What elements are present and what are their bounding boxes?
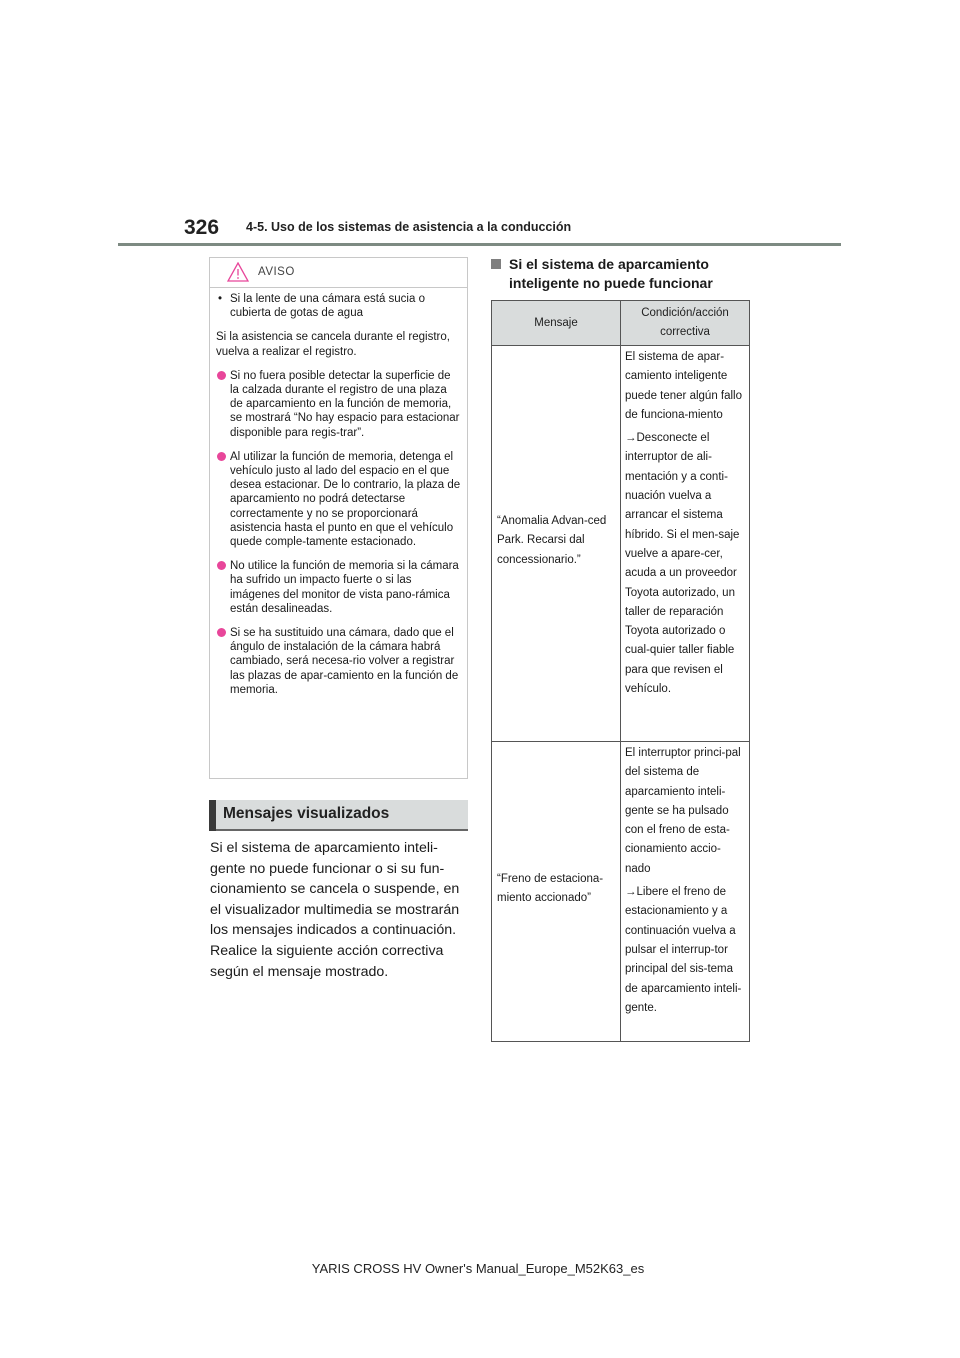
section-header: 4-5. Uso de los sistemas de asistencia a la conducción [246, 220, 572, 234]
footer [0, 1261, 960, 1276]
warning-bullet-text: Si no fuera posible detectar la superficie de la calzada durante el registro de una plaza de aparcamiento en la función de memoria, se mostrará “No hay espacio para estacionar disponible para regis-trar”. [230, 369, 460, 439]
condition-text: El sistema de apar-camiento inteligente puede tener algún fallo de funciona-miento [625, 351, 743, 421]
table-cell-message: “Anomalia Advan-ced Park. Recarsi dal concessionario.” [497, 515, 607, 566]
page-number: 326 [184, 216, 220, 239]
right-subheading [491, 255, 761, 292]
table-header-condition: Condición/acción correctiva [641, 307, 729, 338]
table-cell-condition [625, 744, 746, 1022]
warning-bullet [216, 369, 461, 440]
warning-dash-item [216, 292, 461, 320]
warning-bullet [216, 450, 461, 549]
warning-title: AVISO [258, 266, 295, 278]
warning-dash-text: Si la lente de una cámara está sucia o cubierta de gotas de agua [230, 293, 425, 320]
warning-triangle-icon [227, 262, 249, 282]
bullet-dot-icon [217, 371, 226, 380]
warning-body [216, 292, 461, 707]
action-text: →Libere el freno de estacionamiento y a continuación vuelva a pulsar el interrup-tor principal del sis-tema de aparcamiento inteli-gente. [625, 886, 742, 1014]
bullet-dot-icon [217, 452, 226, 461]
right-subheading-text: Si el sistema de aparcamiento inteligente no puede funcionar [509, 256, 713, 291]
warning-bullet-text: Si se ha sustituido una cámara, dado que el ángulo de instalación de la cámara habrá cambiado, será necesa-rio volver a registrar las plazas de apar-camiento en la función de memoria. [230, 627, 459, 696]
warning-bullet-text: No utilice la función de memoria si la cámara ha sufrido un impacto fuerte o si las imágenes del monitor de vista pano-rámica están desalineadas. [230, 560, 459, 615]
column-divider [620, 301, 621, 1041]
condition-text: El interruptor princi-pal del sistema de aparcamiento inteli-gente se ha pulsado con el freno de esta-cionamiento accio-nado [625, 747, 741, 875]
bullet-dot-icon [217, 561, 226, 570]
dash-marker: • [218, 293, 223, 305]
table-header-message: Mensaje [534, 317, 578, 329]
square-bullet-icon [491, 259, 501, 269]
table-cell-message: “Freno de estaciona-miento accionado” [497, 873, 604, 905]
warning-bullet-text: Al utilizar la función de memoria, detenga el vehículo justo al lado del espacio en el que desea estacionar. De lo contrario, la plaza de aparcamiento no podrá detectarse correctamente y no se proporcionará asistencia hasta el punto en que el vehículo quede comple-tamente estacionado. [230, 450, 461, 549]
warning-box [209, 257, 468, 779]
bullet-dot-icon [217, 628, 226, 637]
heading-bar [209, 800, 216, 831]
footer-text: YARIS CROSS HV Owner's Manual_Europe_M52K63_es [311, 1261, 645, 1276]
messages-table [491, 300, 750, 1042]
action-text: →Desconecte el interruptor de ali-mentación y a conti-nuación vuelva a arrancar el sistema híbrido. Si el men-saje vuelve a apare-cer, acuda a un proveedor Toyota autorizado, un taller de reparación Toyota autorizado o cual-quier taller fiable para que revisen el vehículo. [625, 432, 740, 696]
warning-paragraph: Si la asistencia se cancela durante el registro, vuelva a realizar el registro. [216, 331, 450, 358]
header-rule [118, 243, 841, 246]
warning-bullet [216, 559, 461, 616]
table-cell-condition [625, 348, 746, 703]
row-divider [492, 741, 749, 742]
warning-header [210, 258, 467, 288]
messages-heading-title: Mensajes visualizados [223, 805, 390, 822]
warning-bullet [216, 626, 461, 697]
messages-heading [209, 800, 468, 831]
messages-paragraph: Si el sistema de aparcamiento inteli-gente no puede funcionar o si su fun-cionamiento se cancela o suspende, en el visualizador multimedia se mostrarán los mensajes indicados a continuación. Realice la siguiente acción correctiva según el mensaje mostrado. [210, 840, 460, 980]
